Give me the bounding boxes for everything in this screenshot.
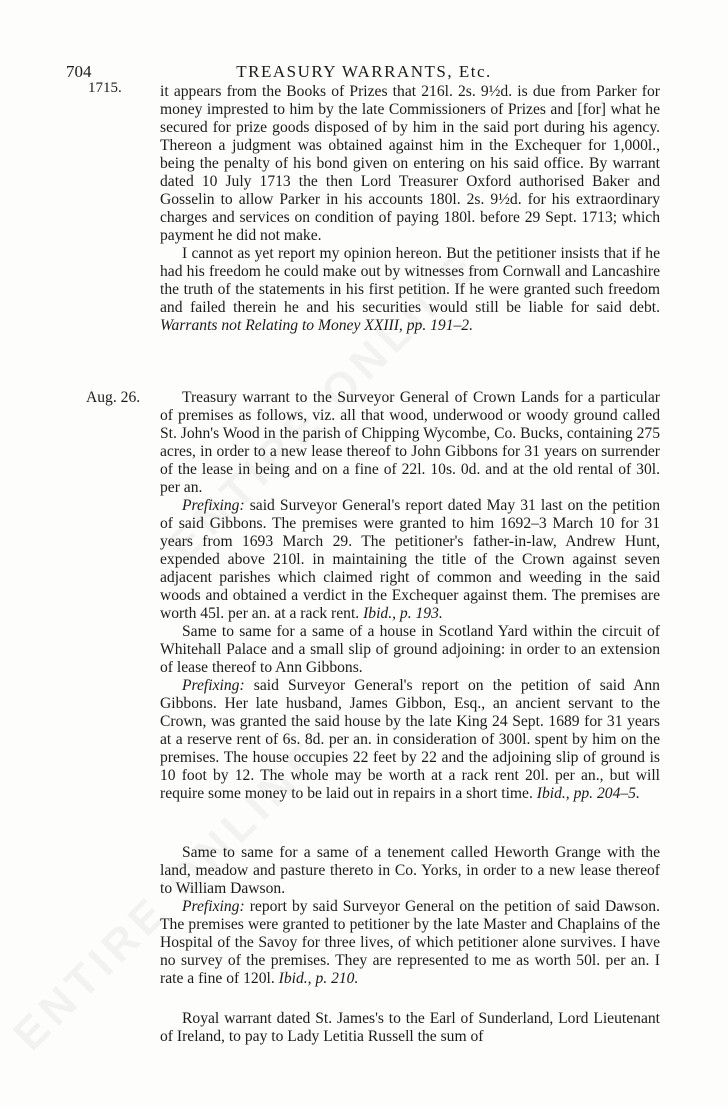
citation: Ibid., p. 193. — [363, 605, 443, 622]
entry-heworth-grange — [160, 844, 660, 988]
paragraph: it appears from the Books of Prizes that 216l. 2s. 9½d. is due from Parker for money imprested to him by the late Commissioners of Prizes and [for] what he secured for prize goods disposed of by him in the said port during his agency. Thereon a judgment was obtained against him in the Exchequer for 1,000l., being the penalty of his bond given on entering on his said office. By warrant dated 10 July 1713 the then Lord Treasurer Oxford authorised Baker and Gosselin to allow Parker in his accounts 180l. 2s. 9½d. for his extraordinary charges and services on condition of paying 180l. before 29 Sept. 1713; which payment he did not make. — [160, 83, 660, 244]
prefix-label: Prefixing: — [182, 677, 245, 694]
citation: Ibid., pp. 204–5. — [536, 785, 640, 802]
margin-date: Aug. 26. — [86, 389, 141, 406]
citation: Ibid., p. 210. — [278, 970, 359, 987]
citation: Warrants not Relating to Money XXIII, pp. 191–2. — [160, 317, 473, 334]
prefix-label: Prefixing: — [182, 497, 245, 514]
entry-continued — [160, 83, 660, 335]
prefixing-paragraph: Prefixing: report by said Surveyor General on the petition of said Dawson. The premises were granted to petitioner by the late Master and Chaplains of the Hospital of the Savoy for three lives, of which petitioner alone survives. I have no survey of the premises. They are represented to me as worth 50l. per an. I rate a fine of 120l. Ibid., p. 210. — [160, 898, 660, 987]
margin-year: 1715. — [88, 80, 122, 96]
prefix-label: Prefixing: — [182, 898, 245, 915]
paragraph: Same to same for a same of a house in Scotland Yard within the circuit of Whitehall Palace and a small slip of ground adjoining: in order to an extension of lease thereof to Ann Gibbons. — [160, 623, 660, 676]
entry-st-johns-wood — [160, 389, 660, 623]
page-number: 704 — [66, 62, 92, 81]
entry-royal-warrant — [160, 1010, 660, 1046]
prefixing-paragraph: Prefixing: said Surveyor General's report on the petition of said Ann Gibbons. Her late husband, James Gibbon, Esq., an ancient servant to the Crown, was granted the said house by the late King 24 Sept. 1689 for 31 years at a reserve rent of 6s. 8d. per an. in consideration of 300l. spent by him on the premises. The house occupies 22 feet by 22 and the adjoining slip of ground is 10 foot by 12. The whole may be worth at a rack rent 20l. per an., but will require some money to be laid out in repairs in a short time. Ibid., pp. 204–5. — [160, 677, 660, 802]
paragraph: I cannot as yet report my opinion hereon. But the petitioner insists that if he had his freedom he could make out by witnesses from Cornwall and Lancashire the truth of the statements in his first petition. If he were granted such freedom and failed therein he and his securities would still be liable for said debt. Warrants not Relating to Money XXIII, pp. 191–2. — [160, 245, 660, 334]
paragraph: Treasury warrant to the Surveyor General of Crown Lands for a particular of premises as follows, viz. all that wood, underwood or woody ground called St. John's Wood in the parish of Chipping Wycombe, Co. Bucks, containing 275 acres, in order to a new lease thereof to John Gibbons for 31 years on surrender of the lease in being and on a fine of 22l. 10s. 0d. and at the old rental of 30l. per an. — [160, 389, 660, 496]
paragraph: Same to same for a same of a tenement called Heworth Grange with the land, meadow and pasture thereto in Co. Yorks, in order to a new lease thereof to William Dawson. — [160, 844, 660, 897]
running-title: TREASURY WARRANTS, Etc. — [236, 62, 492, 81]
prefixing-paragraph: Prefixing: said Surveyor General's report dated May 31 last on the petition of said Gibbons. The premises were granted to him 1692–3 March 10 for 31 years from 1693 March 29. The petitioner's father-in-law, Andrew Hunt, expended above 210l. in maintaining the title of the Crown against seven adjacent parishes which claimed right of common and weeding in the said woods and obtained a verdict in the Exchequer against them. The premises are worth 45l. per an. at a rack rent. Ibid., p. 193. — [160, 497, 660, 622]
entry-scotland-yard — [160, 623, 660, 803]
paragraph: Royal warrant dated St. James's to the Earl of Sunderland, Lord Lieutenant of Ireland, to pay to Lady Letitia Russell the sum of — [160, 1010, 660, 1045]
